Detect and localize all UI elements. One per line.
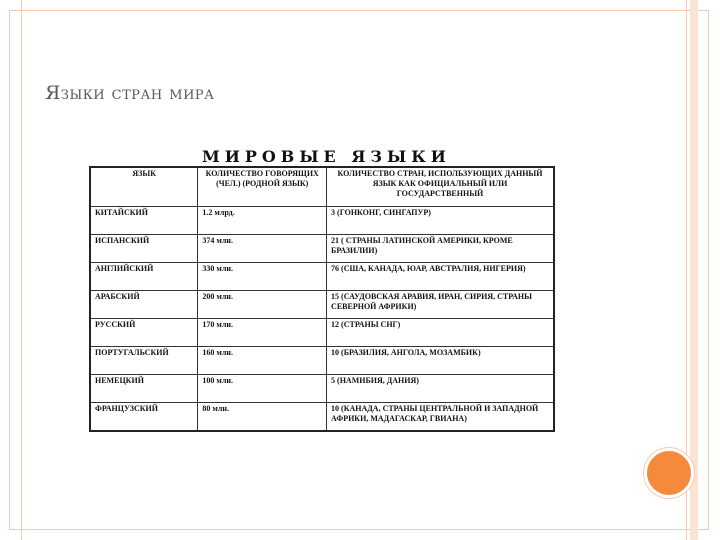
cell-speakers: 330 млн. <box>198 263 327 291</box>
table-row <box>90 375 554 403</box>
cell-countries: 12 (СТРАНЫ СНГ) <box>327 319 554 347</box>
cell-language: ИСПАНСКИЙ <box>90 235 198 263</box>
cell-countries: 5 (НАМИБИЯ, ДАНИЯ) <box>327 375 554 403</box>
table-row <box>90 263 554 291</box>
table-row <box>90 319 554 347</box>
cell-countries: 21 ( СТРАНЫ ЛАТИНСКОЙ АМЕРИКИ, КРОМЕ БРАЗИЛИИ) <box>327 235 554 263</box>
decorative-circle <box>644 448 694 498</box>
cell-language: ПОРТУГАЛЬСКИЙ <box>90 347 198 375</box>
header-countries: КОЛИЧЕСТВО СТРАН, ИСПОЛЬЗУЮЩИХ ДАННЫЙ ЯЗЫК КАК ОФИЦИАЛЬНЫЙ ИЛИ ГОСУДАРСТВЕННЫЙ <box>327 167 554 207</box>
cell-countries: 10 (БРАЗИЛИЯ, АНГОЛА, МОЗАМБИК) <box>327 347 554 375</box>
table-row <box>90 403 554 432</box>
cell-countries: 15 (САУДОВСКАЯ АРАВИЯ, ИРАН, СИРИЯ, СТРАНЫ СЕВЕРНОЙ АФРИКИ) <box>327 291 554 319</box>
cell-speakers: 170 млн. <box>198 319 327 347</box>
languages-table <box>89 166 555 432</box>
table-title: МИРОВЫЕ ЯЗЫКИ <box>202 147 451 166</box>
cell-speakers: 100 млн. <box>198 375 327 403</box>
cell-language: АНГЛИЙСКИЙ <box>90 263 198 291</box>
cell-countries: 76 (США, КАНАДА, ЮАР, АВСТРАЛИЯ, НИГЕРИЯ) <box>327 263 554 291</box>
table-row <box>90 291 554 319</box>
cell-speakers: 374 млн. <box>198 235 327 263</box>
slide-title: Языки стран мира <box>45 82 215 104</box>
header-language: ЯЗЫК <box>90 167 198 207</box>
cell-speakers: 160 млн. <box>198 347 327 375</box>
table-row <box>90 207 554 235</box>
table-row <box>90 347 554 375</box>
cell-language: ФРАНЦУЗСКИЙ <box>90 403 198 432</box>
slide-right-band <box>690 0 698 540</box>
cell-language: АРАБСКИЙ <box>90 291 198 319</box>
cell-countries: 10 (КАНАДА, СТРАНЫ ЦЕНТРАЛЬНОЙ И ЗАПАДНОЙ АФРИКИ, МАДАГАСКАР, ГВИАНА) <box>327 403 554 432</box>
cell-speakers: 1.2 млрд. <box>198 207 327 235</box>
cell-countries: 3 (ГОНКОНГ, СИНГАПУР) <box>327 207 554 235</box>
cell-language: КИТАЙСКИЙ <box>90 207 198 235</box>
cell-speakers: 200 млн. <box>198 291 327 319</box>
cell-speakers: 80 млн. <box>198 403 327 432</box>
cell-language: НЕМЕЦКИЙ <box>90 375 198 403</box>
cell-language: РУССКИЙ <box>90 319 198 347</box>
table-header-row <box>90 167 554 207</box>
header-speakers: КОЛИЧЕСТВО ГОВОРЯЩИХ (ЧЕЛ.) (РОДНОЙ ЯЗЫК) <box>198 167 327 207</box>
table-row <box>90 235 554 263</box>
